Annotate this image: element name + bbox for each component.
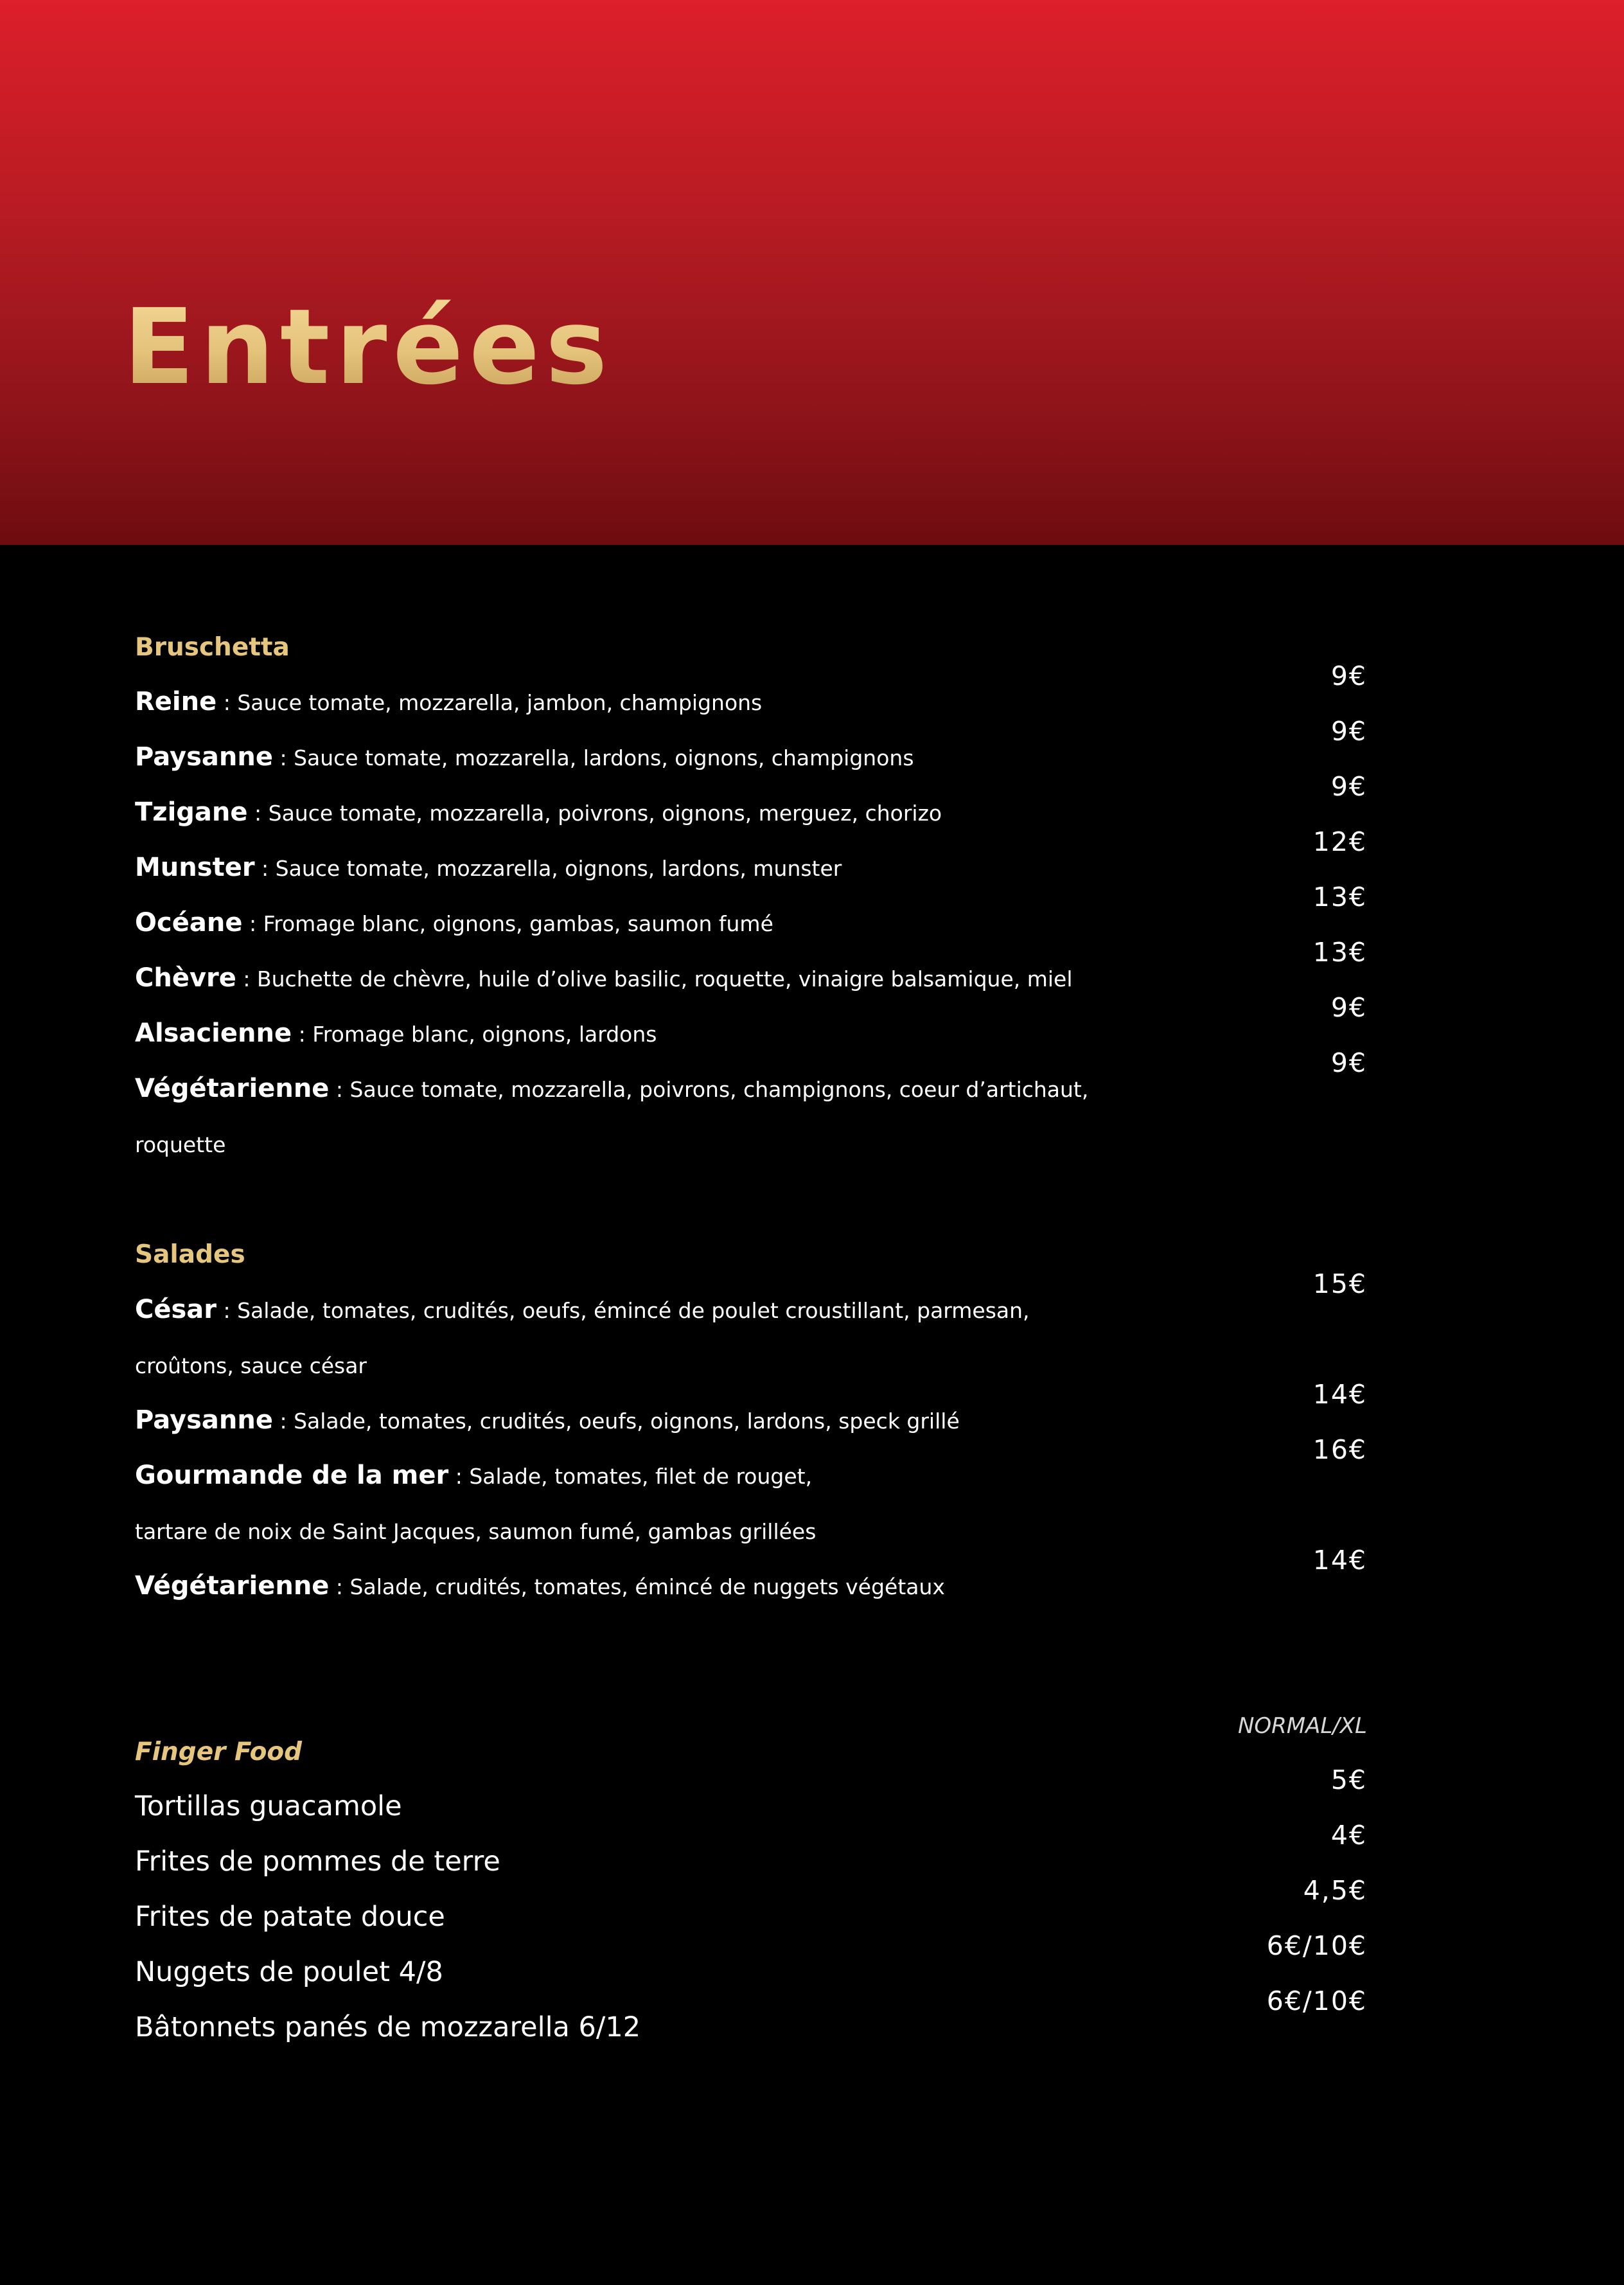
item-separator: : — [272, 1409, 294, 1434]
menu-item-vegetarienne-salade — [135, 1570, 945, 1601]
menu-item-frites-patate-douce: Frites de patate douce — [135, 1901, 445, 1933]
price-paysanne-salade: 14€ — [1312, 1379, 1367, 1410]
section-title-bruschetta: Bruschetta — [135, 633, 290, 662]
item-name: Végétarienne — [135, 1074, 330, 1103]
item-description: Salade, tomates, crudités, oeufs, émincé de poulet croustillant, parmesan, — [237, 1298, 1030, 1323]
item-separator: : — [254, 856, 276, 881]
item-description-continued: tartare de noix de Saint Jacques, saumon fumé, gambas grillées — [135, 1519, 816, 1544]
menu-item-munster — [135, 852, 842, 883]
item-separator: : — [272, 745, 294, 770]
page-title: Entrées — [123, 287, 613, 408]
price-munster: 12€ — [1312, 826, 1367, 857]
item-separator: : — [329, 1574, 350, 1599]
item-description-continued: roquette — [135, 1132, 226, 1157]
menu-item-alsacienne — [135, 1018, 657, 1049]
menu-item-paysanne-salade — [135, 1405, 960, 1436]
price-tortillas-guacamole: 5€ — [1330, 1765, 1367, 1795]
item-separator: : — [329, 1077, 350, 1102]
item-name: Tzigane — [135, 797, 248, 827]
section-title-salades: Salades — [135, 1240, 245, 1269]
item-separator: : — [247, 801, 269, 826]
item-description: Salade, tomates, crudités, oeufs, oignons, lardons, speck grillé — [294, 1409, 960, 1434]
item-description: Salade, crudités, tomates, émincé de nuggets végétaux — [349, 1574, 945, 1599]
menu-item-tortillas-guacamole: Tortillas guacamole — [135, 1790, 402, 1822]
price-chevre: 13€ — [1312, 937, 1367, 968]
item-description: Sauce tomate, mozzarella, poivrons, oignons, merguez, chorizo — [268, 801, 942, 826]
menu-item-oceane — [135, 907, 773, 938]
item-name: Océane — [135, 908, 243, 938]
item-separator: : — [242, 911, 263, 936]
price-reine: 9€ — [1330, 661, 1367, 691]
price-frites-patate-douce: 4,5€ — [1303, 1875, 1367, 1906]
item-name: César — [135, 1295, 217, 1324]
item-description: Sauce tomate, mozzarella, poivrons, champignons, coeur d’artichaut, — [349, 1077, 1089, 1102]
price-paysanne: 9€ — [1330, 716, 1367, 747]
item-separator: : — [236, 966, 257, 991]
item-name: Végétarienne — [135, 1571, 330, 1601]
menu-item-vegetarienne — [135, 1073, 1088, 1104]
price-tzigane: 9€ — [1330, 771, 1367, 802]
menu-item-paysanne — [135, 742, 914, 772]
item-description-continued: croûtons, sauce césar — [135, 1353, 367, 1378]
item-name: Alsacienne — [135, 1018, 292, 1048]
item-description: Fromage blanc, oignons, gambas, saumon fumé — [263, 911, 773, 936]
menu-item-chevre — [135, 963, 1073, 993]
menu-item-gourmande-de-la-mer — [135, 1460, 812, 1491]
price-gourmande-de-la-mer: 16€ — [1312, 1434, 1367, 1465]
item-description: Sauce tomate, mozzarella, lardons, oignons, champignons — [294, 745, 914, 770]
price-alsacienne: 9€ — [1330, 992, 1367, 1023]
item-description: Salade, tomates, filet de rouget, — [469, 1464, 813, 1489]
price-vegetarienne: 9€ — [1330, 1047, 1367, 1078]
price-oceane: 13€ — [1312, 882, 1367, 912]
size-label: NORMAL/XL — [1237, 1713, 1367, 1739]
menu-item-nuggets-de-poulet: Nuggets de poulet 4/8 — [135, 1956, 443, 1988]
item-description: Sauce tomate, mozzarella, oignons, lardons, munster — [275, 856, 842, 881]
menu-item-frites-pommes-de-terre: Frites de pommes de terre — [135, 1845, 500, 1878]
item-separator: : — [448, 1464, 470, 1489]
price-vegetarienne-salade: 14€ — [1312, 1545, 1367, 1576]
item-separator: : — [292, 1022, 313, 1047]
menu-item-cesar — [135, 1294, 1030, 1325]
section-title-finger-food: Finger Food — [135, 1738, 303, 1766]
item-name: Chèvre — [135, 963, 236, 993]
item-name: Paysanne — [135, 1405, 273, 1435]
price-frites-pommes-de-terre: 4€ — [1330, 1820, 1367, 1851]
price-batonnets-mozzarella: 6€/10€ — [1266, 1986, 1367, 2016]
price-nuggets-de-poulet: 6€/10€ — [1266, 1930, 1367, 1961]
item-name: Paysanne — [135, 742, 273, 772]
item-name: Munster — [135, 853, 255, 882]
item-separator: : — [216, 690, 238, 715]
item-description: Buchette de chèvre, huile d’olive basilic, roquette, vinaigre balsamique, miel — [257, 966, 1073, 991]
price-cesar: 15€ — [1312, 1268, 1367, 1299]
item-separator: : — [216, 1298, 238, 1323]
item-description: Fromage blanc, oignons, lardons — [312, 1022, 657, 1047]
menu-item-tzigane — [135, 797, 942, 828]
item-description: Sauce tomate, mozzarella, jambon, champignons — [237, 690, 763, 715]
item-name: Gourmande de la mer — [135, 1461, 449, 1490]
menu-item-reine — [135, 686, 762, 717]
header-banner — [0, 0, 1624, 545]
item-name: Reine — [135, 687, 217, 716]
menu-item-batonnets-mozzarella: Bâtonnets panés de mozzarella 6/12 — [135, 2011, 641, 2043]
